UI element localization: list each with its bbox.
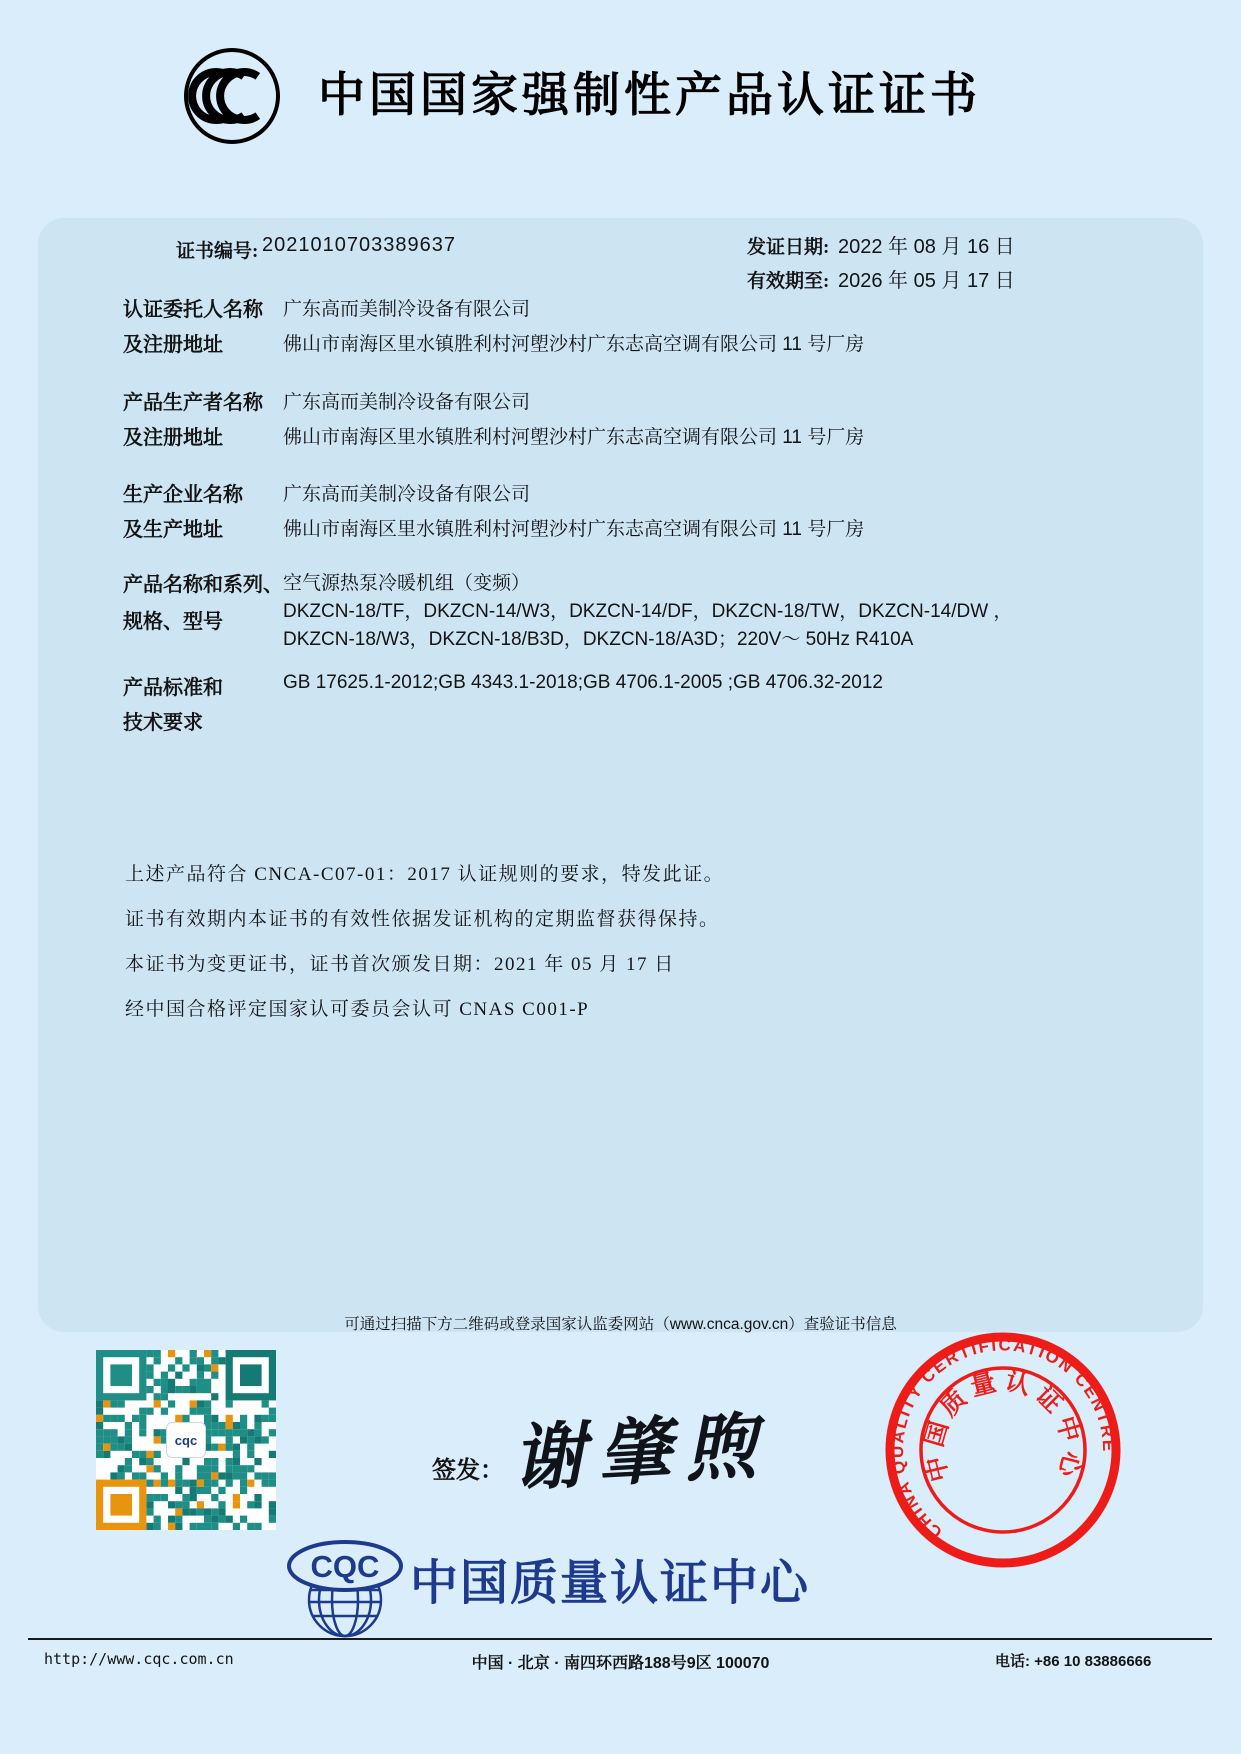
issue-date-value: 2022 年 08 月 16 日: [838, 236, 1015, 258]
verify-note: 可通过扫描下方二维码或登录国家认监委网站（www.cnca.gov.cn）查验证书信息: [344, 1316, 897, 1333]
statement-line: 上述产品符合 CNCA-C07-01：2017 认证规则的要求，特发此证。: [125, 864, 725, 885]
issuer-name: 中国质量认证中心: [410, 1557, 811, 1610]
field-value: GB 17625.1-2012;GB 4343.1-2018;GB 4706.1-2005 ;GB 4706.32-2012: [283, 672, 884, 693]
field-value: 空气源热泵冷暖机组（变频）: [283, 573, 531, 594]
field-value: 广东高而美制冷设备有限公司: [283, 299, 531, 320]
valid-until-label: 有效期至:: [747, 271, 830, 292]
field-value: 佛山市南海区里水镇胜利村河塱沙村广东志高空调有限公司 11 号厂房: [283, 427, 865, 448]
field-value: DKZCN-18/W3，DKZCN-18/B3D，DKZCN-18/A3D；220V～ 50Hz R410A: [283, 629, 914, 650]
field-label: 规格、型号: [123, 611, 223, 633]
ccc-logo-icon: [178, 46, 286, 146]
field-label: 生产企业名称: [123, 484, 243, 506]
stamp-inner-text: 中国质量认证中心: [919, 1366, 1087, 1486]
field-label: 认证委托人名称: [123, 299, 263, 321]
cert-number-label: 证书编号:: [176, 241, 259, 262]
valid-until-value: 2026 年 05 月 17 日: [838, 270, 1015, 292]
field-value: 佛山市南海区里水镇胜利村河塱沙村广东志高空调有限公司 11 号厂房: [283, 519, 865, 540]
footer-website: http://www.cqc.com.cn: [44, 1650, 234, 1668]
cqc-logo-letters: CQC: [310, 1549, 380, 1584]
field-label: 产品生产者名称: [123, 392, 263, 414]
field-value: 广东高而美制冷设备有限公司: [283, 392, 531, 413]
statement-line: 本证书为变更证书，证书首次颁发日期：2021 年 05 月 17 日: [125, 954, 675, 975]
footer-address: 中国 · 北京 · 南四环西路188号9区 100070: [471, 1655, 770, 1672]
field-label: 及注册地址: [123, 427, 223, 449]
sign-label: 签发：: [432, 1457, 504, 1484]
statement-line: 经中国合格评定国家认可委员会认可 CNAS C001-P: [125, 999, 590, 1020]
field-label: 产品标准和: [123, 677, 223, 699]
svg-text:CHINA QUALITY CERTIFICATION: [883, 1330, 1123, 1547]
statements-paragraph: [125, 852, 724, 1032]
field-label: 及注册地址: [123, 334, 223, 356]
field-label: 及生产地址: [123, 519, 223, 541]
field-value: DKZCN-18/TF，DKZCN-14/W3，DKZCN-14/DF，DKZCN-18/TW，DKZCN-14/DW ，: [283, 601, 1013, 622]
qr-code: [96, 1350, 276, 1530]
cqc-logo-icon: [286, 1540, 404, 1642]
field-value: 广东高而美制冷设备有限公司: [283, 484, 531, 505]
footer-divider: [28, 1638, 1212, 1640]
cert-number-value: 2021010703389637: [262, 234, 456, 256]
field-value: 佛山市南海区里水镇胜利村河塱沙村广东志高空调有限公司 11 号厂房: [283, 334, 865, 355]
qr-center-cqc-logo: cqc: [166, 1422, 206, 1458]
stamp-ring-text: CHINA QUALITY CERTIFICATION CENTRE: [888, 1335, 1119, 1543]
signature-handwriting: 谢肇煦: [510, 1406, 773, 1500]
statement-line: 证书有效期内本证书的有效性依据发证机构的定期监督获得保持。: [125, 909, 720, 930]
issue-date-label: 发证日期:: [747, 237, 830, 258]
footer-phone: 电话: +86 10 83886666: [995, 1653, 1152, 1670]
field-label: 产品名称和系列、: [123, 574, 283, 596]
field-label: 技术要求: [123, 712, 203, 734]
page-title: 中国国家强制性产品认证证书: [318, 68, 981, 121]
issuer-line: [286, 1540, 810, 1642]
red-stamp: [883, 1330, 1123, 1570]
